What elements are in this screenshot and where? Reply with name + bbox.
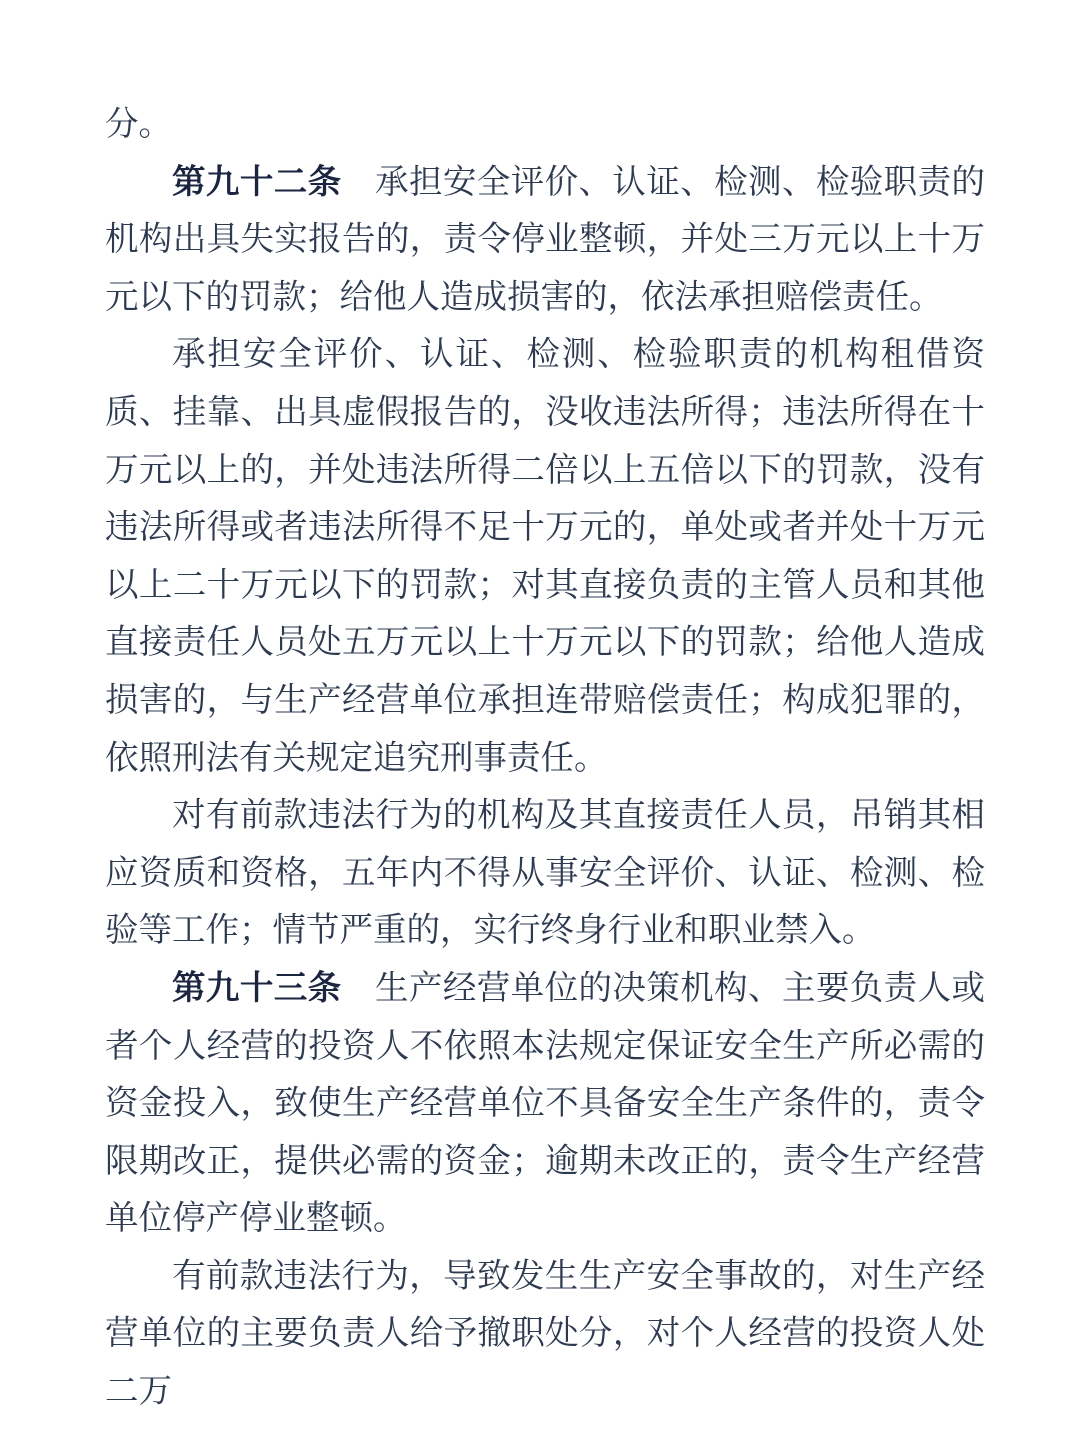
legal-text-block xyxy=(105,96,985,1421)
paragraph xyxy=(105,96,985,154)
paragraph-text: 分。 xyxy=(105,106,172,143)
article-number: 第九十二条 xyxy=(172,163,342,201)
paragraph-text: 生产经营单位的决策机构、主要负责人或者个人经营的投资人不依照本法规定保证安全生产所必需的资金投入，致使生产经营单位不具备安全生产条件的，责令限期改正，提供必需的资金；逾期未改正的，责令生产经营单位停产停业整顿。 xyxy=(105,969,986,1238)
paragraph xyxy=(105,326,985,787)
paragraph xyxy=(105,1248,985,1421)
paragraph-text: 承担安全评价、认证、检测、检验职责的机构出具失实报告的，责令停业整顿，并处三万元以上十万元以下的罚款；给他人造成损害的，依法承担赔偿责任。 xyxy=(105,163,986,316)
paragraph xyxy=(105,787,985,960)
paragraph-text: 有前款违法行为，导致发生生产安全事故的，对生产经营单位的主要负责人给予撤职处分，对个人经营的投资人处二万 xyxy=(105,1257,985,1411)
paragraph-text: 承担安全评价、认证、检测、检验职责的机构租借资质、挂靠、出具虚假报告的，没收违法所得；违法所得在十万元以上的，并处违法所得二倍以上五倍以下的罚款，没有违法所得或者违法所得不足十万元的，单处或者并处十万元以上二十万元以下的罚款；对其直接负责的主管人员和其他直接责任人员处五万元以上十万元以下的罚款；给他人造成损害的，与生产经营单位承担连带赔偿责任；构成犯罪的，依照刑法有关规定追究刑事责任。 xyxy=(105,336,985,777)
article-paragraph xyxy=(105,154,985,327)
paragraph-text: 对有前款违法行为的机构及其直接责任人员，吊销其相应资质和资格，五年内不得从事安全评价、认证、检测、检验等工作；情节严重的，实行终身行业和职业禁入。 xyxy=(105,797,985,950)
article-number: 第九十三条 xyxy=(172,969,342,1007)
article-paragraph xyxy=(105,960,985,1248)
